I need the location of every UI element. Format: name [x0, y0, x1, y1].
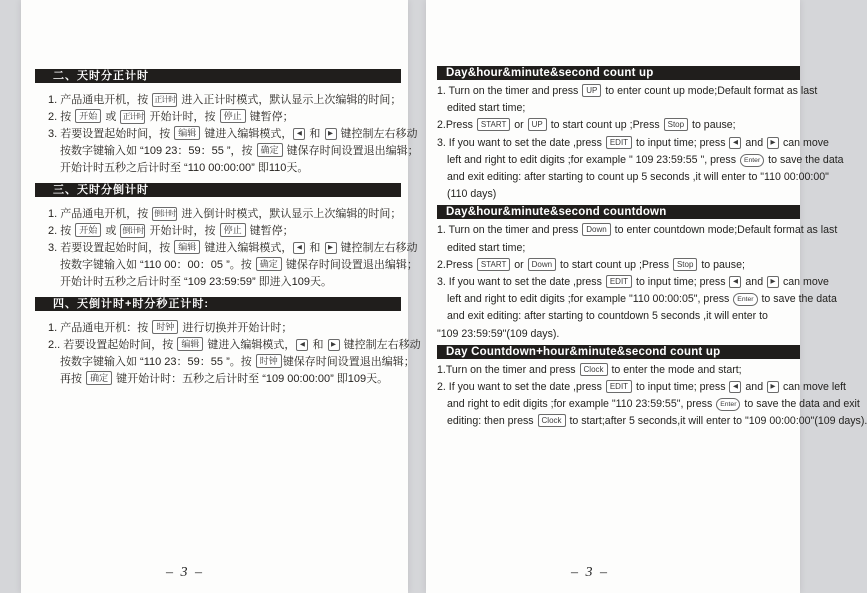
instruction-line	[48, 160, 404, 177]
text-run: 2.. 若要设置起始时间，按	[48, 339, 177, 351]
right-arrow-key-icon: ▶	[325, 128, 337, 140]
clock-key-icon: 时钟	[152, 320, 178, 334]
text-run: can move	[780, 136, 829, 149]
stop-key-icon: Stop	[664, 118, 688, 131]
text-run: to save the data	[765, 153, 844, 166]
text-run: 1.Turn on the timer and press	[437, 363, 579, 376]
right-arrow-key-icon: ▶	[325, 242, 337, 254]
manual-section	[21, 69, 419, 183]
page-number-left: – 3 –	[166, 565, 204, 580]
right-arrow-key-icon: ▶	[767, 276, 779, 288]
section-header: 四、天倒计时+时分秒正计时:	[35, 297, 401, 311]
clock-key-icon: 时钟	[256, 354, 282, 368]
instruction-line	[437, 274, 829, 291]
clock-key-icon: Clock	[580, 363, 608, 376]
text-run: 3. If you want to set the date ,press	[437, 276, 605, 289]
text-run: 3. 若要设置起始时间，按	[48, 242, 174, 254]
section-header: 二、天时分正计时	[35, 69, 401, 83]
confirm-key-icon: 确定	[256, 257, 282, 271]
text-run: 键保存时间设置退出编辑；	[282, 259, 418, 271]
text-run: 和	[309, 339, 327, 351]
text-run: or	[511, 119, 527, 132]
instruction-line	[48, 240, 418, 257]
instruction-line	[437, 291, 837, 308]
text-run: 3. If you want to set the date ,press	[437, 136, 605, 149]
instruction-line	[48, 223, 404, 240]
enter-key-icon: Enter	[733, 293, 757, 306]
text-run: 开始计时，按	[146, 225, 219, 237]
stop-key-icon: 停止	[220, 223, 246, 237]
text-run: 再按	[60, 373, 86, 385]
left-arrow-key-icon: ◀	[296, 339, 308, 351]
manual-section	[21, 183, 418, 297]
text-run: 开始计时五秒之后计时至 “110 00:00:00” 即110天。	[60, 162, 309, 174]
text-run: edited start time;	[447, 241, 526, 254]
left-arrow-key-icon: ◀	[729, 137, 741, 149]
text-run: 2. 按	[48, 111, 75, 123]
section-header: Day Countdown+hour&minute&second count up	[437, 345, 800, 359]
edit-key-icon: 编辑	[174, 126, 200, 140]
manual-section	[426, 66, 844, 205]
instruction-line	[437, 83, 818, 100]
text-run: 开始计时，按	[146, 111, 219, 123]
instruction-line	[437, 152, 844, 169]
text-run: to start count up ;Press	[547, 119, 663, 132]
section-body	[21, 311, 421, 394]
manual-section	[426, 345, 867, 433]
left-arrow-key-icon: ◀	[293, 128, 305, 140]
text-run: to save the data	[758, 293, 837, 306]
section-header: Day&hour&minute&second countdown	[437, 205, 800, 219]
enter-key-icon: Enter	[716, 398, 740, 411]
instruction-line	[48, 206, 404, 223]
left-arrow-key-icon: ◀	[293, 242, 305, 254]
right-arrow-key-icon: ▶	[328, 339, 340, 351]
text-run: 键进入编辑模式，	[201, 128, 293, 140]
text-run: (110 days)	[447, 188, 497, 201]
edit-key-icon: EDIT	[606, 275, 632, 288]
text-run: 键进入编辑模式，	[204, 339, 296, 351]
count-up-key-icon: 正计时	[120, 110, 145, 124]
text-run: and right to edit digits ;for example "110 23:59:55", press	[447, 398, 716, 411]
section-body	[21, 83, 419, 183]
up-key-icon: UP	[528, 118, 547, 131]
instruction-line	[437, 413, 867, 430]
instruction-line	[437, 117, 800, 134]
left-arrow-key-icon: ◀	[729, 276, 741, 288]
confirm-key-icon: 确定	[86, 371, 112, 385]
text-run: to start;after 5 seconds,it will enter to "109 00:00:00"(109 days).	[566, 415, 867, 428]
up-key-icon: UP	[582, 84, 601, 97]
text-run: 2.Press	[437, 119, 476, 132]
instruction-line	[48, 371, 404, 388]
countdown-key-icon: 倒计时	[152, 207, 177, 221]
start-key-icon: START	[477, 118, 510, 131]
instruction-line	[48, 143, 419, 160]
instruction-line	[48, 320, 404, 337]
start-key-icon: START	[477, 258, 510, 271]
text-run: 按数字键输入如 “109 23：59：55 ”，按	[60, 145, 256, 157]
down-key-icon: Down	[582, 223, 610, 236]
edit-key-icon: 编辑	[174, 240, 200, 254]
section-body	[426, 359, 867, 433]
right-arrow-key-icon: ▶	[767, 381, 779, 393]
text-run: 键保存时间设置退出编辑；	[282, 356, 415, 368]
page-right-sections	[426, 0, 867, 433]
manual-section	[21, 297, 421, 394]
start-key-icon: 开始	[75, 109, 101, 123]
text-run: 和	[306, 128, 324, 140]
page-number-right: – 3 –	[571, 565, 609, 580]
text-run: 3. 若要设置起始时间，按	[48, 128, 174, 140]
clock-key-icon: Clock	[538, 414, 566, 427]
text-run: to save the data and exit	[741, 398, 860, 411]
left-arrow-key-icon: ◀	[729, 381, 741, 393]
text-run: 键控制左右移动	[337, 242, 418, 254]
instruction-line	[437, 186, 800, 203]
text-run: to input time; press	[633, 136, 729, 149]
instruction-line	[48, 109, 404, 126]
count-up-key-icon: 正计时	[152, 93, 177, 107]
page-left-sections	[21, 0, 421, 394]
instruction-line	[48, 337, 421, 354]
section-body	[21, 197, 418, 297]
instruction-line	[48, 274, 404, 291]
text-run: and exit editing: after starting to count up 5 seconds ,it will enter to "110 00:00:00"	[447, 171, 829, 184]
start-key-icon: 开始	[75, 223, 101, 237]
text-run: 键开始计时：五秒之后计时至 “109 00:00:00” 即109天。	[113, 373, 389, 385]
section-body	[426, 219, 838, 344]
instruction-line	[437, 100, 800, 117]
text-run: 进入正计时模式，默认显示上次编辑的时间；	[178, 94, 402, 106]
text-run: 键控制左右移动	[340, 339, 421, 351]
text-run: 2.Press	[437, 258, 476, 271]
text-run: 2. 按	[48, 225, 75, 237]
instruction-line	[48, 92, 404, 109]
section-header: Day&hour&minute&second count up	[437, 66, 800, 80]
text-run: left and right to edit digits ;for example "110 00:00:05", press	[447, 293, 733, 306]
text-run: editing: then press	[447, 415, 537, 428]
text-run: to enter count up mode;Default format as last	[602, 85, 818, 97]
edit-key-icon: 编辑	[177, 337, 203, 351]
text-run: 键进入编辑模式，	[201, 242, 293, 254]
instruction-line	[437, 169, 829, 186]
text-run: 2. If you want to set the date ,press	[437, 381, 605, 394]
instruction-line	[48, 257, 418, 274]
text-run: and exit editing: after starting to countdown 5 seconds ,it will enter to	[447, 310, 768, 323]
text-run: 键控制左右移动	[337, 128, 418, 140]
text-run: 1. Turn on the timer and press	[437, 224, 582, 237]
manual-page-left	[21, 0, 421, 593]
text-run: 进入倒计时模式，默认显示上次编辑的时间；	[178, 208, 402, 220]
text-run: 1. 产品通电开机，按	[48, 208, 152, 220]
text-run: to input time; press	[633, 276, 729, 289]
instruction-line	[437, 396, 860, 413]
confirm-key-icon: 确定	[257, 143, 283, 157]
edit-key-icon: EDIT	[606, 136, 632, 149]
text-run: to enter the mode and start;	[608, 363, 742, 376]
countdown-key-icon: 倒计时	[120, 224, 145, 238]
text-run: 或	[102, 111, 120, 123]
text-run: "109 23:59:59"(109 days).	[437, 327, 560, 340]
instruction-line	[437, 222, 838, 239]
text-run: 按数字键输入如 “110 23：59：55 ”。按	[60, 356, 255, 368]
instruction-line	[48, 354, 415, 371]
instruction-line	[437, 326, 800, 343]
manual-page-right	[426, 0, 867, 593]
instruction-line	[437, 379, 846, 396]
text-run: 1. 产品通电开机：按	[48, 322, 152, 334]
text-run: 键保存时间设置退出编辑；	[283, 145, 419, 157]
text-run: 键暂停；	[246, 225, 294, 237]
instruction-line	[48, 126, 418, 143]
manual-section	[426, 205, 838, 344]
text-run: and	[742, 136, 767, 149]
text-run: 按数字键输入如 “110 00：00：05 ”。按	[60, 259, 255, 271]
text-run: to pause;	[698, 258, 745, 271]
instruction-line	[437, 362, 800, 379]
text-run: 开始计时五秒之后计时至 “109 23:59:59” 即进入109天。	[60, 276, 333, 288]
stop-key-icon: 停止	[220, 109, 246, 123]
section-body	[426, 80, 844, 205]
text-run: 进行切换并开始计时；	[179, 322, 293, 334]
text-run: to enter countdown mode;Default format as last	[611, 224, 838, 237]
text-run: or	[511, 258, 527, 271]
text-run: and	[742, 276, 767, 289]
edit-key-icon: EDIT	[606, 380, 632, 393]
stop-key-icon: Stop	[673, 258, 697, 271]
text-run: to pause;	[689, 119, 736, 132]
text-run: 键暂停；	[246, 111, 294, 123]
section-header: 三、天时分倒计时	[35, 183, 401, 197]
text-run: 1. Turn on the timer and press	[437, 85, 582, 97]
text-run: left and right to edit digits ;for example " 109 23:59:55 ", press	[447, 153, 739, 166]
text-run: 1. 产品通电开机，按	[48, 94, 152, 106]
text-run: and	[742, 381, 767, 394]
instruction-line	[437, 135, 829, 152]
text-run: to start count up ;Press	[557, 258, 672, 271]
text-run: can move	[780, 276, 829, 289]
text-run: edited start time;	[447, 102, 526, 115]
text-run: can move left	[780, 381, 846, 394]
text-run: 和	[306, 242, 324, 254]
text-run: 或	[102, 225, 120, 237]
text-run: to input time; press	[633, 381, 729, 394]
instruction-line	[437, 308, 800, 325]
down-key-icon: Down	[528, 258, 556, 271]
enter-key-icon: Enter	[740, 154, 764, 167]
right-arrow-key-icon: ▶	[767, 137, 779, 149]
instruction-line	[437, 240, 800, 257]
instruction-line	[437, 257, 800, 274]
